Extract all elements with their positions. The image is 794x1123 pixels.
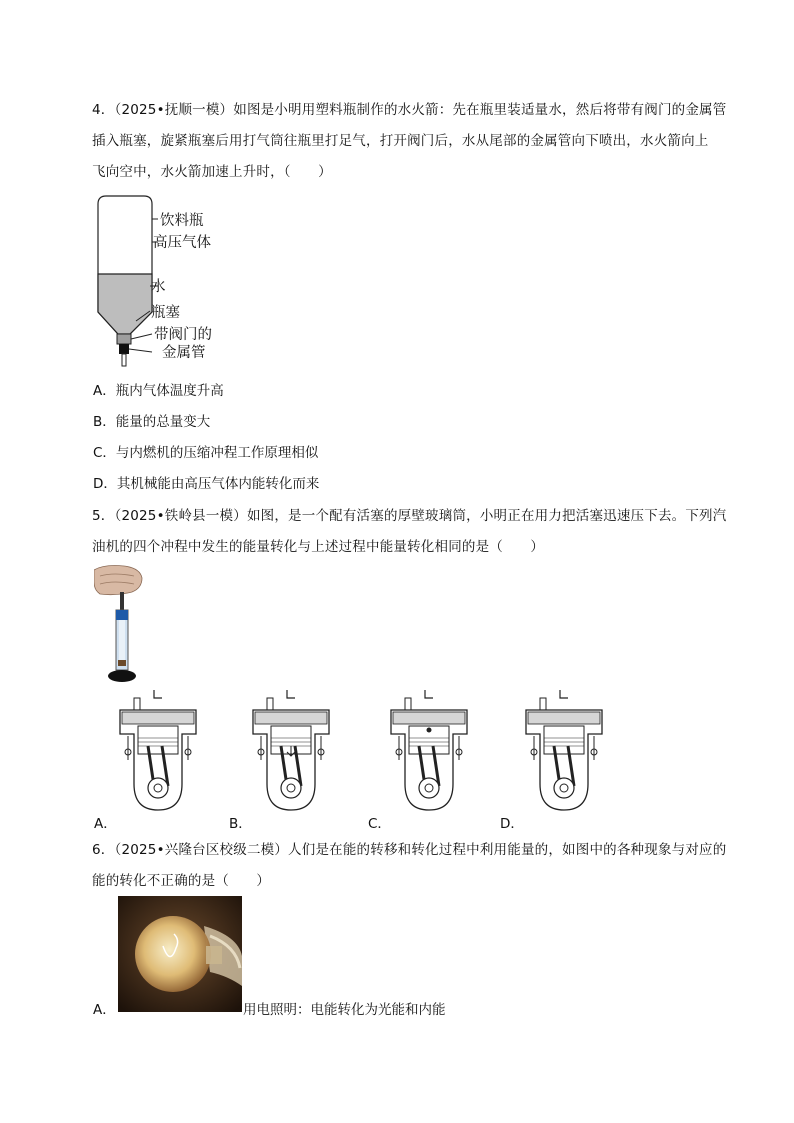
q4-stem-line2: 插入瓶塞，旋紧瓶塞后用打气筒往瓶里打足气，打开阀门后，水从尾部的金属管向下喷出，水火箭向上: [92, 133, 709, 149]
q6-stem-line2: 能的转化不正确的是（ ）: [92, 873, 271, 889]
light-bulb-photo: [118, 896, 242, 1012]
q4-stem-line3: 飞向空中，水火箭加速上升时，（ ）: [92, 164, 332, 180]
label-water: 水: [151, 279, 166, 295]
q6-option-a-text: 用电照明：电能转化为光能和内能: [243, 1002, 446, 1018]
engine-diagram-d: [518, 686, 610, 816]
label-stopper: 瓶塞: [151, 305, 180, 321]
q6-stem-line1: 6．（2025•兴隆台区校级二模）人们是在能的转移和转化过程中利用能量的，如图中的各种现象与对应的: [92, 842, 727, 858]
q5-stem-line1: 5．（2025•铁岭县一模）如图，是一个配有活塞的厚壁玻璃筒，小明正在用力把活塞迅速压下去。下列汽: [92, 508, 727, 524]
engine-label-d: D．: [500, 816, 524, 832]
label-bottle: 饮料瓶: [160, 213, 204, 229]
engine-diagram-a: [112, 686, 204, 816]
engine-label-c: C．: [368, 816, 391, 832]
q6-option-a-label: A．: [93, 1002, 116, 1018]
q4-option-b: B．能量的总量变大: [93, 414, 211, 430]
label-high-pressure-gas: 高压气体: [153, 235, 211, 251]
engine-label-b: B．: [229, 816, 252, 832]
engine-diagram-c: [383, 686, 475, 816]
engine-label-a: A．: [94, 816, 117, 832]
q4-option-c: C．与内燃机的压缩冲程工作原理相似: [93, 445, 319, 461]
q5-stem-line2: 油机的四个冲程中发生的能量转化与上述过程中能量转化相同的是（ ）: [92, 539, 545, 555]
q4-stem-line1: 4．（2025•抚顺一模）如图是小明用塑料瓶制作的水火箭：先在瓶里装适量水，然后将带有阀门的金属管: [92, 102, 727, 118]
label-metal-tube: 金属管: [162, 345, 206, 361]
engine-diagram-b: [245, 686, 337, 816]
q4-option-a: A．瓶内气体温度升高: [93, 383, 224, 399]
piston-cylinder-photo: [94, 564, 146, 688]
label-valve: 带阀门的: [154, 327, 212, 343]
q4-option-d: D．其机械能由高压气体内能转化而来: [93, 476, 320, 492]
